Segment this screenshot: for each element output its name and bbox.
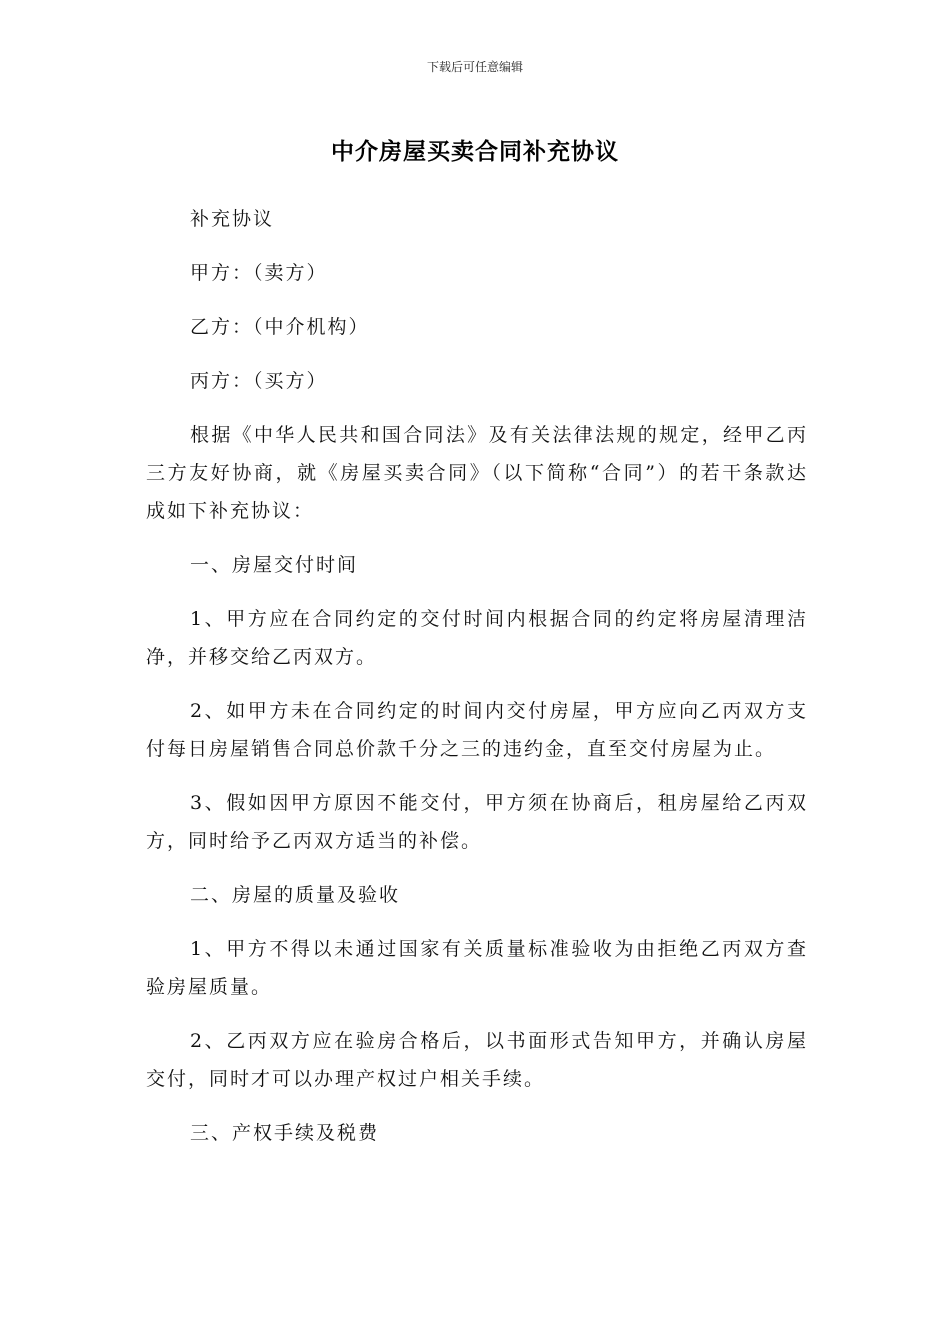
section-heading-title-taxes: 三、产权手续及税费 (190, 1122, 380, 1144)
header-note: 下载后可任意编辑 (426, 60, 523, 74)
paragraph-party-c: 丙方：（买方） (190, 370, 328, 392)
clause-delivery-2: 2、如甲方未在合同约定的时间内交付房屋，甲方应向乙丙双方支付每日房屋销售合同总价款千分之三的违约金，直至交付房屋为止。 (146, 700, 808, 760)
clause-delivery-3: 3、假如因甲方原因不能交付，甲方须在协商后，租房屋给乙丙双方，同时给予乙丙双方适当的补偿。 (146, 792, 808, 852)
paragraph-party-b: 乙方：（中介机构） (190, 316, 370, 338)
paragraph-party-a: 甲方：（卖方） (190, 262, 328, 284)
paragraph-supplementary-label: 补充协议 (190, 208, 275, 230)
section-heading-delivery: 一、房屋交付时间 (190, 554, 359, 576)
clause-quality-2: 2、乙丙双方应在验房合格后，以书面形式告知甲方，并确认房屋交付，同时才可以办理产权过户相关手续。 (146, 1030, 808, 1090)
clause-quality-1: 1、甲方不得以未通过国家有关质量标准验收为由拒绝乙丙双方查验房屋质量。 (146, 938, 808, 998)
document-title: 中介房屋买卖合同补充协议 (331, 139, 619, 165)
clause-delivery-1: 1、甲方应在合同约定的交付时间内根据合同的约定将房屋清理洁净，并移交给乙丙双方。 (146, 608, 808, 668)
document-body (146, 200, 808, 1168)
paragraph-preamble: 根据《中华人民共和国合同法》及有关法律法规的规定，经甲乙丙三方友好协商，就《房屋买卖合同》（以下简称“合同”）的若干条款达成如下补充协议： (146, 424, 808, 522)
section-heading-quality: 二、房屋的质量及验收 (190, 884, 401, 906)
